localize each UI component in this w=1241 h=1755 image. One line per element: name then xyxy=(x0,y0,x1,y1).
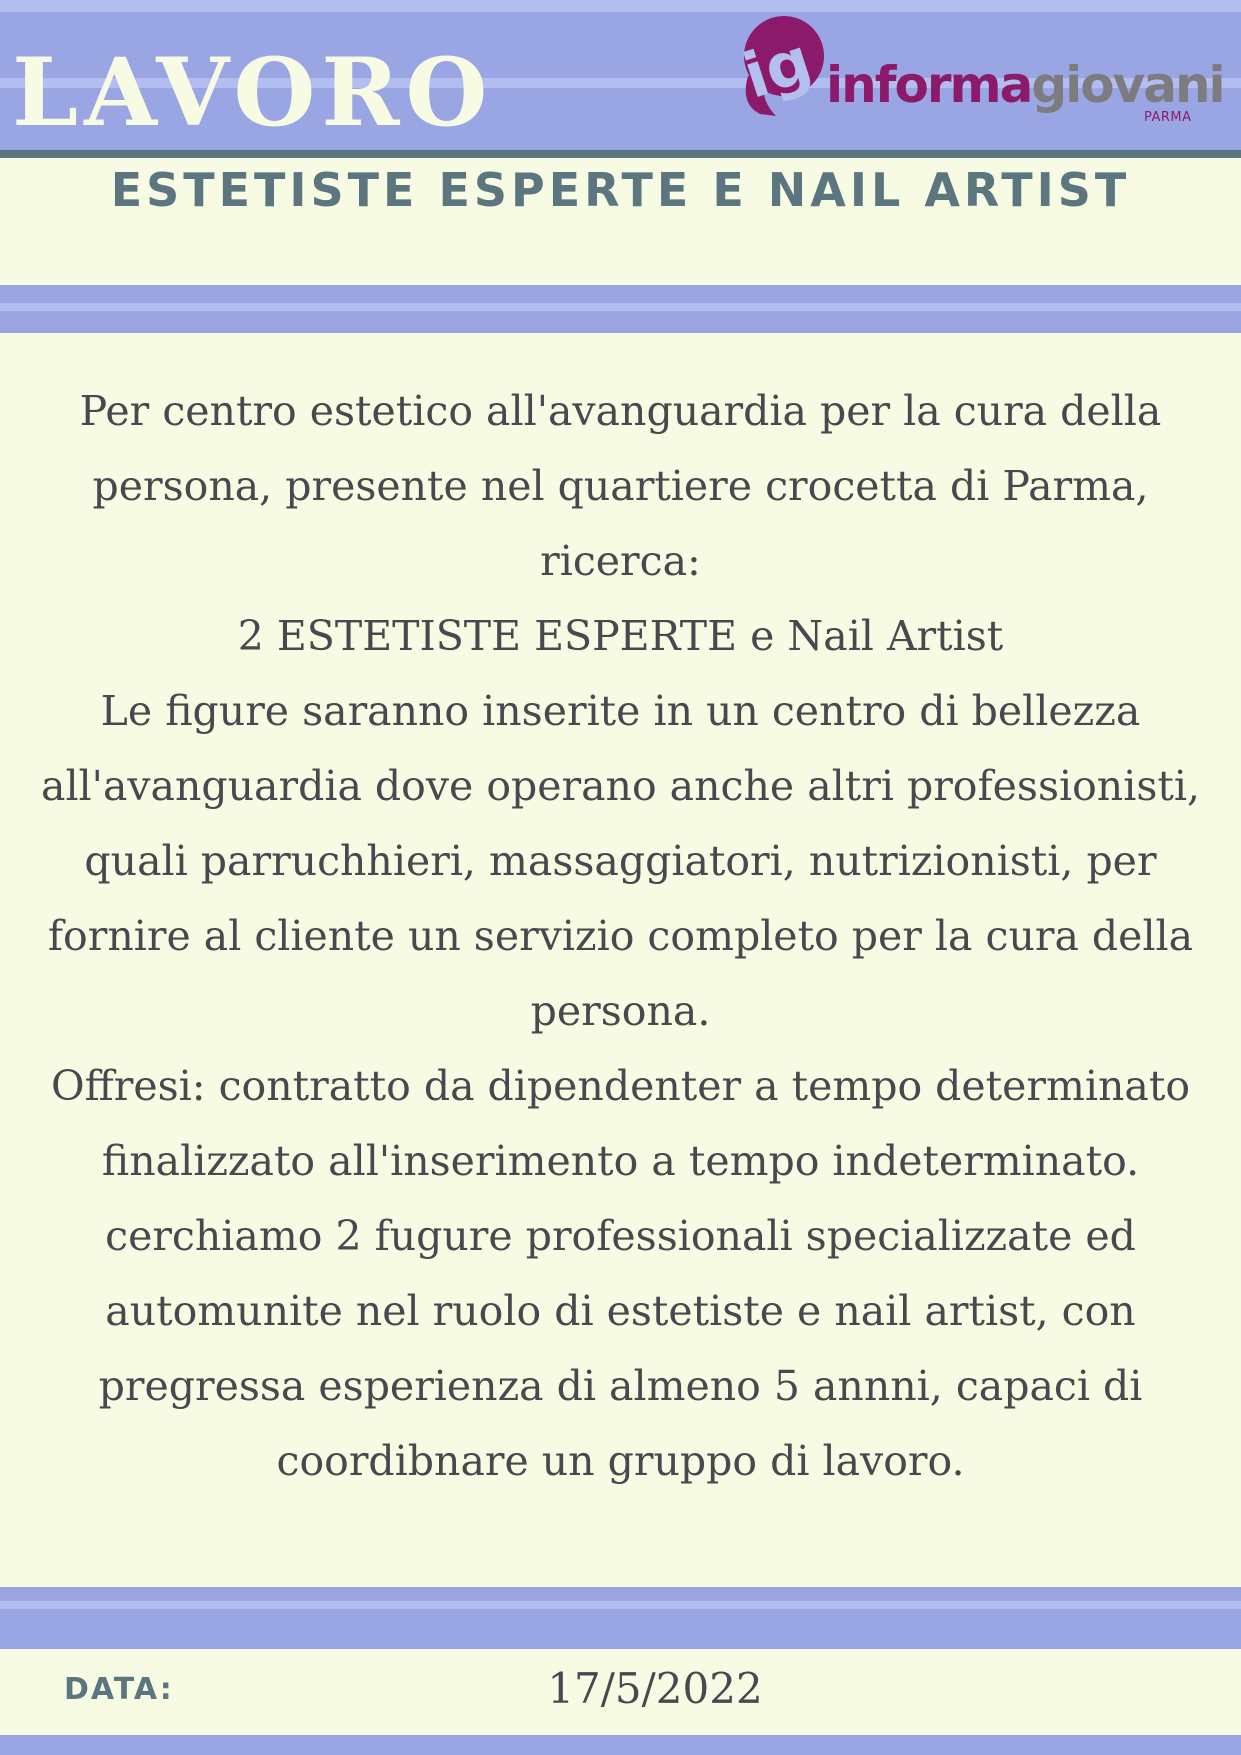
logo-wordmark xyxy=(826,56,1224,114)
job-description xyxy=(30,374,1211,1499)
description-requirements: cerchiamo 2 fugure professionali specializzate ed automunite nel ruolo di estetiste e nail artist, con pregressa esperienza di almeno 5 annni, capaci di coordibnare un gruppo di lavoro. xyxy=(98,1212,1143,1485)
footer-band xyxy=(0,1735,1241,1755)
description-offer: Offresi: contratto da dipendenter a tempo determinato finalizzato all'inserimento a tempo indeterminato. xyxy=(50,1062,1191,1185)
divider-band-top xyxy=(0,285,1241,333)
logo-word-informa: informa xyxy=(826,56,1032,114)
informagiovani-logo xyxy=(730,14,1224,126)
description-positions: 2 ESTETISTE ESPERTE e Nail Artist xyxy=(237,612,1004,660)
date-label: DATA: xyxy=(64,1672,174,1707)
logo-mark-text: ig xyxy=(734,23,820,113)
divider-band-bottom-stripe xyxy=(0,1601,1241,1609)
divider-band-top-stripe xyxy=(0,303,1241,311)
description-context: Le figure saranno inserite in un centro di bellezza all'avanguardia dove operano anche altri professionisti, quali parruchhieri, massaggiatori, nutrizionisti, per fornire al cliente un servizio completo per la cura della persona. xyxy=(41,687,1200,1035)
logo-mark-icon xyxy=(730,14,830,118)
header-divider xyxy=(0,150,1241,158)
logo-city: PARMA xyxy=(1144,110,1192,125)
page-title: LAVORO xyxy=(12,38,494,148)
header-stripe-top xyxy=(0,0,1241,12)
divider-band-bottom xyxy=(0,1587,1241,1649)
description-intro: Per centro estetico all'avanguardia per la cura della persona, presente nel quartiere crocetta di Parma, ricerca: xyxy=(79,387,1162,585)
header-band xyxy=(0,0,1241,150)
logo-word-giovani: giovani xyxy=(1031,56,1224,114)
date-value: 17/5/2022 xyxy=(547,1664,763,1713)
job-title: ESTETISTE ESPERTE E NAIL ARTIST xyxy=(110,163,1131,217)
